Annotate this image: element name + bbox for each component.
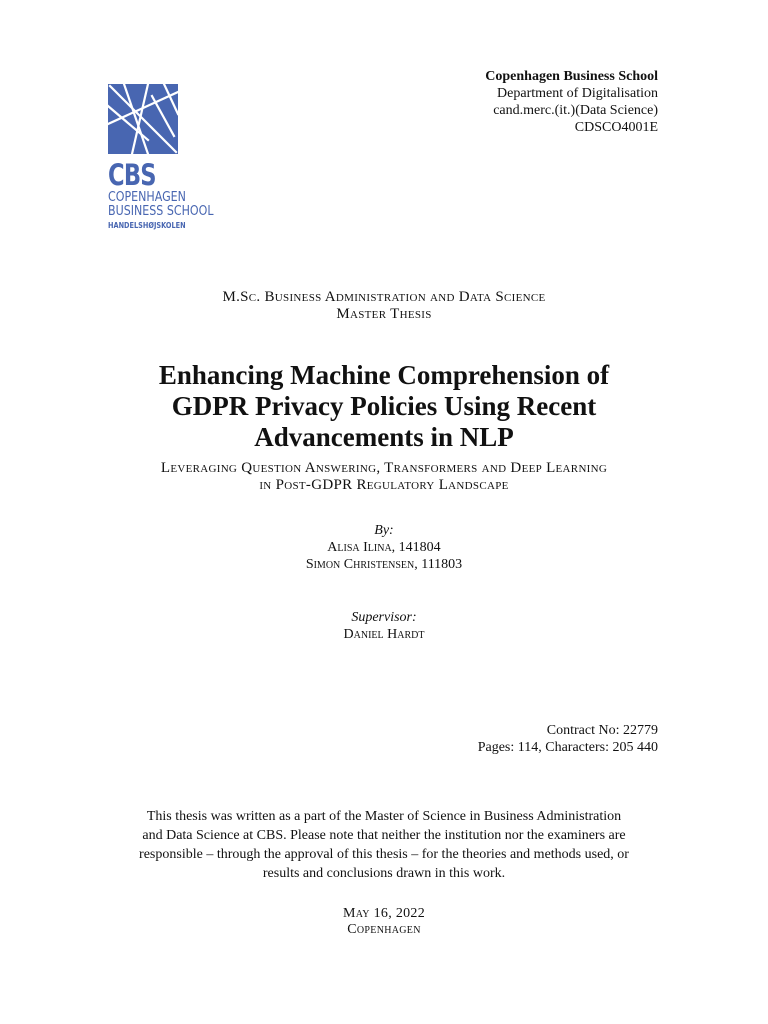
pages-characters: Pages: 114, Characters: 205 440 [477,740,658,755]
subtitle-line-1: Leveraging Question Answering, Transformers and Deep Learning [160,460,608,476]
degree-name: M.Sc. Business Administration and Data Science [222,289,546,305]
thesis-subtitle [0,460,768,494]
program-block [0,289,768,323]
supervisor-block [0,609,768,643]
institution-name: Copenhagen Business School [485,69,658,84]
cbs-logo [108,84,214,232]
logo-line-copenhagen: COPENHAGEN [108,189,186,205]
author-2: Simon Christensen, 111803 [305,557,463,572]
supervisor-name: Daniel Hardt [343,627,425,642]
cbs-logo-mark-icon [108,84,178,154]
author-1: Alisa Ilina, 141804 [327,540,441,555]
submission-place: Copenhagen [347,922,421,937]
title-line-1: Enhancing Machine Comprehension of [158,360,610,390]
supervisor-label: Supervisor: [351,610,417,625]
authors-label: By: [374,523,394,538]
logo-line-handelshojskolen: HANDELSHØJSKOLEN [108,221,186,230]
thesis-type: Master Thesis [336,306,432,322]
disclaimer-line-3: responsible – through the approval of this thesis – for the theories and methods used, or [139,847,629,862]
disclaimer-line-4: results and conclusions drawn in this work. [262,866,506,881]
title-line-3: Advancements in NLP [254,422,514,452]
disclaimer-paragraph [0,807,768,883]
submission-date: May 16, 2022 [342,906,426,921]
date-place-block [0,906,768,938]
department-name: Department of Digitalisation [497,86,658,101]
contract-block [478,722,658,756]
thesis-title [0,360,768,453]
program-code: cand.merc.(it.)(Data Science) [493,103,658,118]
contract-number: Contract No: 22779 [546,723,658,738]
title-line-2: GDPR Privacy Policies Using Recent [171,391,597,421]
logo-line-business-school: BUSINESS SCHOOL [108,203,214,219]
logo-abbreviation: CBS [108,158,156,192]
disclaimer-line-1: This thesis was written as a part of the Master of Science in Business Administration [146,809,622,824]
disclaimer-line-2: and Data Science at CBS. Please note that neither the institution nor the examiners are [142,828,626,843]
institution-block [485,68,658,136]
authors-block [0,522,768,573]
subtitle-line-2: in Post-GDPR Regulatory Landscape [259,477,509,493]
course-code: CDSCO4001E [574,120,658,135]
